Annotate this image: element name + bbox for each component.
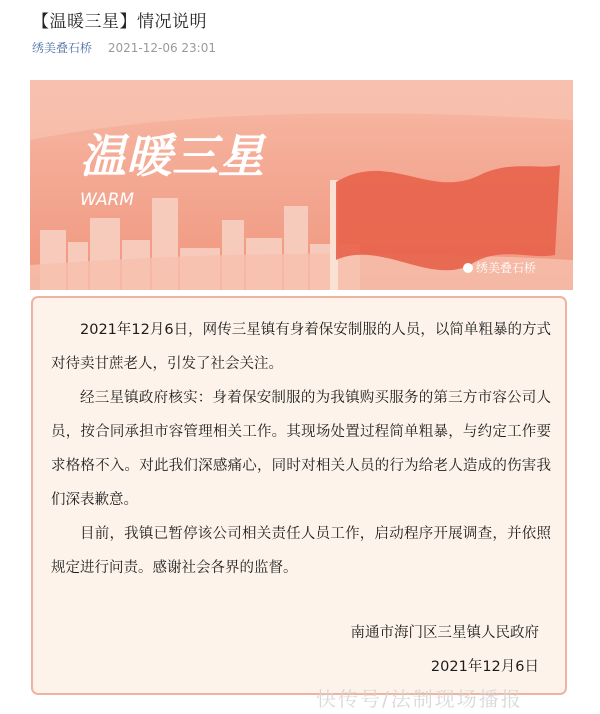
notice-box — [31, 296, 567, 695]
publish-date: 2021-12-06 23:01 — [107, 41, 216, 55]
wechat-icon — [463, 263, 473, 273]
account-link[interactable]: 绣美叠石桥 — [32, 41, 93, 55]
banner-image — [30, 80, 573, 290]
sign-date: 2021年12月6日 — [430, 659, 539, 675]
banner-watermark: 绣美叠石桥 — [476, 261, 537, 275]
notice-paragraph-1: 2021年12月6日，网传三星镇有身着保安制服的人员，以简单粗暴的方式对待卖甘蔗老人，引发了社会关注。 — [51, 322, 551, 372]
article-meta — [32, 39, 216, 56]
article-title: 【温暖三星】情况说明 — [32, 12, 207, 32]
banner-graphic — [30, 80, 573, 290]
notice-paragraph-3: 目前，我镇已暂停该公司相关责任人员工作，启动程序开展调查，并依照规定进行问责。感谢社会各界的监督。 — [51, 526, 551, 576]
page-watermark: 快传号/法制现场播报 — [316, 687, 523, 711]
notice-paragraph-2: 经三星镇政府核实：身着保安制服的为我镇购买服务的第三方市容公司人员，按合同承担市容管理相关工作。其现场处置过程简单粗暴，与约定工作要求格格不入。对此我们深感痛心，同时对相关人员的行为给老人造成的伤害我们深表歉意。 — [51, 390, 551, 508]
signature: 南通市海门区三星镇人民政府 — [350, 625, 539, 641]
banner-heading: 温暖三星 — [80, 129, 264, 183]
banner-subheading: WARM — [80, 190, 135, 210]
